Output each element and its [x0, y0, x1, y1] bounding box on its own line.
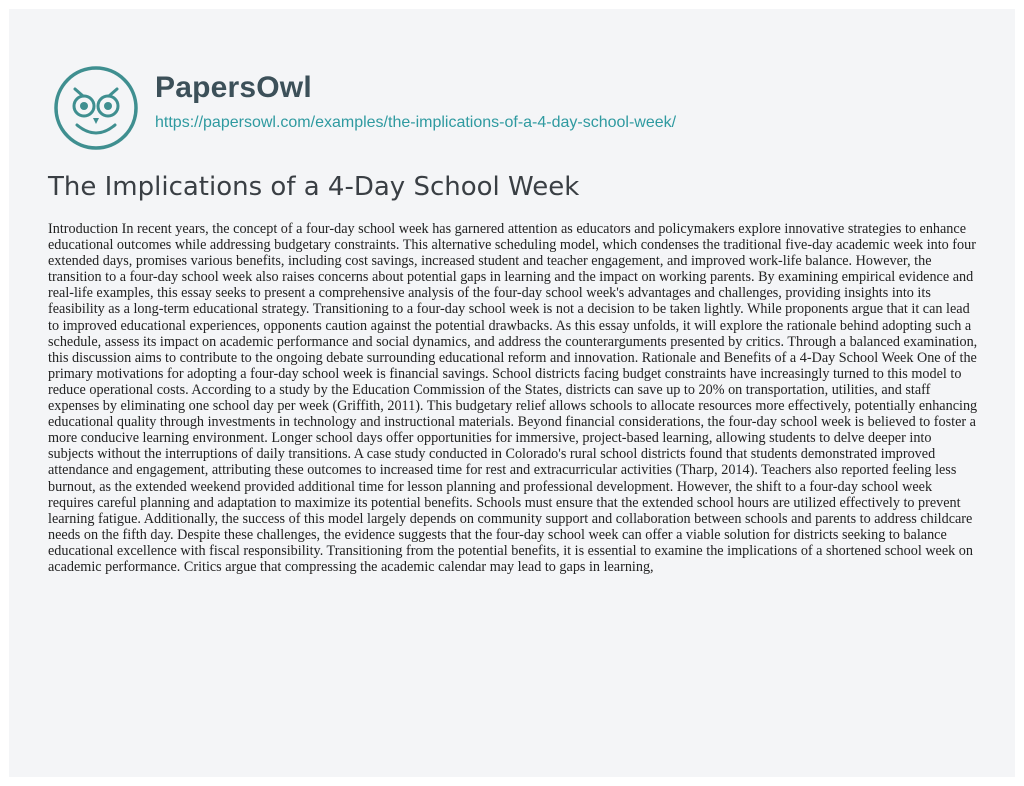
document-page	[9, 9, 1015, 777]
brand-name: PapersOwl	[155, 71, 312, 104]
essay-body: Introduction In recent years, the concept of a four-day school week has garnered attention as educators and policymakers explore innovative strategies to enhance educational outcomes while addressing budgetary constraints. This alternative scheduling model, which condenses the traditional five-day academic week into four extended days, promises various benefits, including cost savings, increased student and teacher engagement, and improved work-life balance. However, the transition to a four-day school week also raises concerns about potential gaps in learning and the impact on working parents. By examining empirical evidence and real-life examples, this essay seeks to present a comprehensive analysis of the four-day school week's advantages and challenges, providing insights into its feasibility as a long-term educational strategy. Transitioning to a four-day school week is not a decision to be taken lightly. While proponents argue that it can lead to improved educational experiences, opponents caution against the potential drawbacks. As this essay unfolds, it will explore the rationale behind adopting such a schedule, assess its impact on academic performance and social dynamics, and address the counterarguments presented by critics. Through a balanced examination, this discussion aims to contribute to the ongoing debate surrounding educational reform and innovation. Rationale and Benefits of a 4-Day School Week One of the primary motivations for adopting a four-day school week is financial savings. School districts facing budget constraints have increasingly turned to this model to reduce operational costs. According to a study by the Education Commission of the States, districts can save up to 20% on transportation, utilities, and staff expenses by eliminating one school day per week (Griffith, 2011). This budgetary relief allows schools to allocate resources more effectively, potentially enhancing educational quality through investments in technology and instructional materials. Beyond financial considerations, the four-day school week is believed to foster a more conducive learning environment. Longer school days offer opportunities for immersive, project-based learning, allowing students to delve deeper into subjects without the interruptions of daily transitions. A case study conducted in Colorado's rural school districts found that students demonstrated improved attendance and engagement, attributing these outcomes to increased time for rest and extracurricular activities (Tharp, 2014). Teachers also reported feeling less burnout, as the extended weekend provided additional time for lesson planning and professional development. However, the shift to a four-day school week requires careful planning and adaptation to maximize its potential benefits. Schools must ensure that the extended school hours are utilized effectively to prevent learning fatigue. Additionally, the success of this model largely depends on community support and collaboration between schools and parents to address childcare needs on the fifth day. Despite these challenges, the evidence suggests that the four-day school week can offer a viable solution for districts seeking to balance educational excellence with fiscal responsibility. Transitioning from the potential benefits, it is essential to examine the implications of a shortened school week on academic performance. Critics argue that compressing the academic calendar may lead to gaps in learning,	[48, 221, 978, 575]
owl-icon	[53, 65, 139, 151]
source-url-link[interactable]: https://papersowl.com/examples/the-implications-of-a-4-day-school-week/	[155, 114, 677, 131]
essay-title: The Implications of a 4-Day School Week	[48, 172, 580, 202]
